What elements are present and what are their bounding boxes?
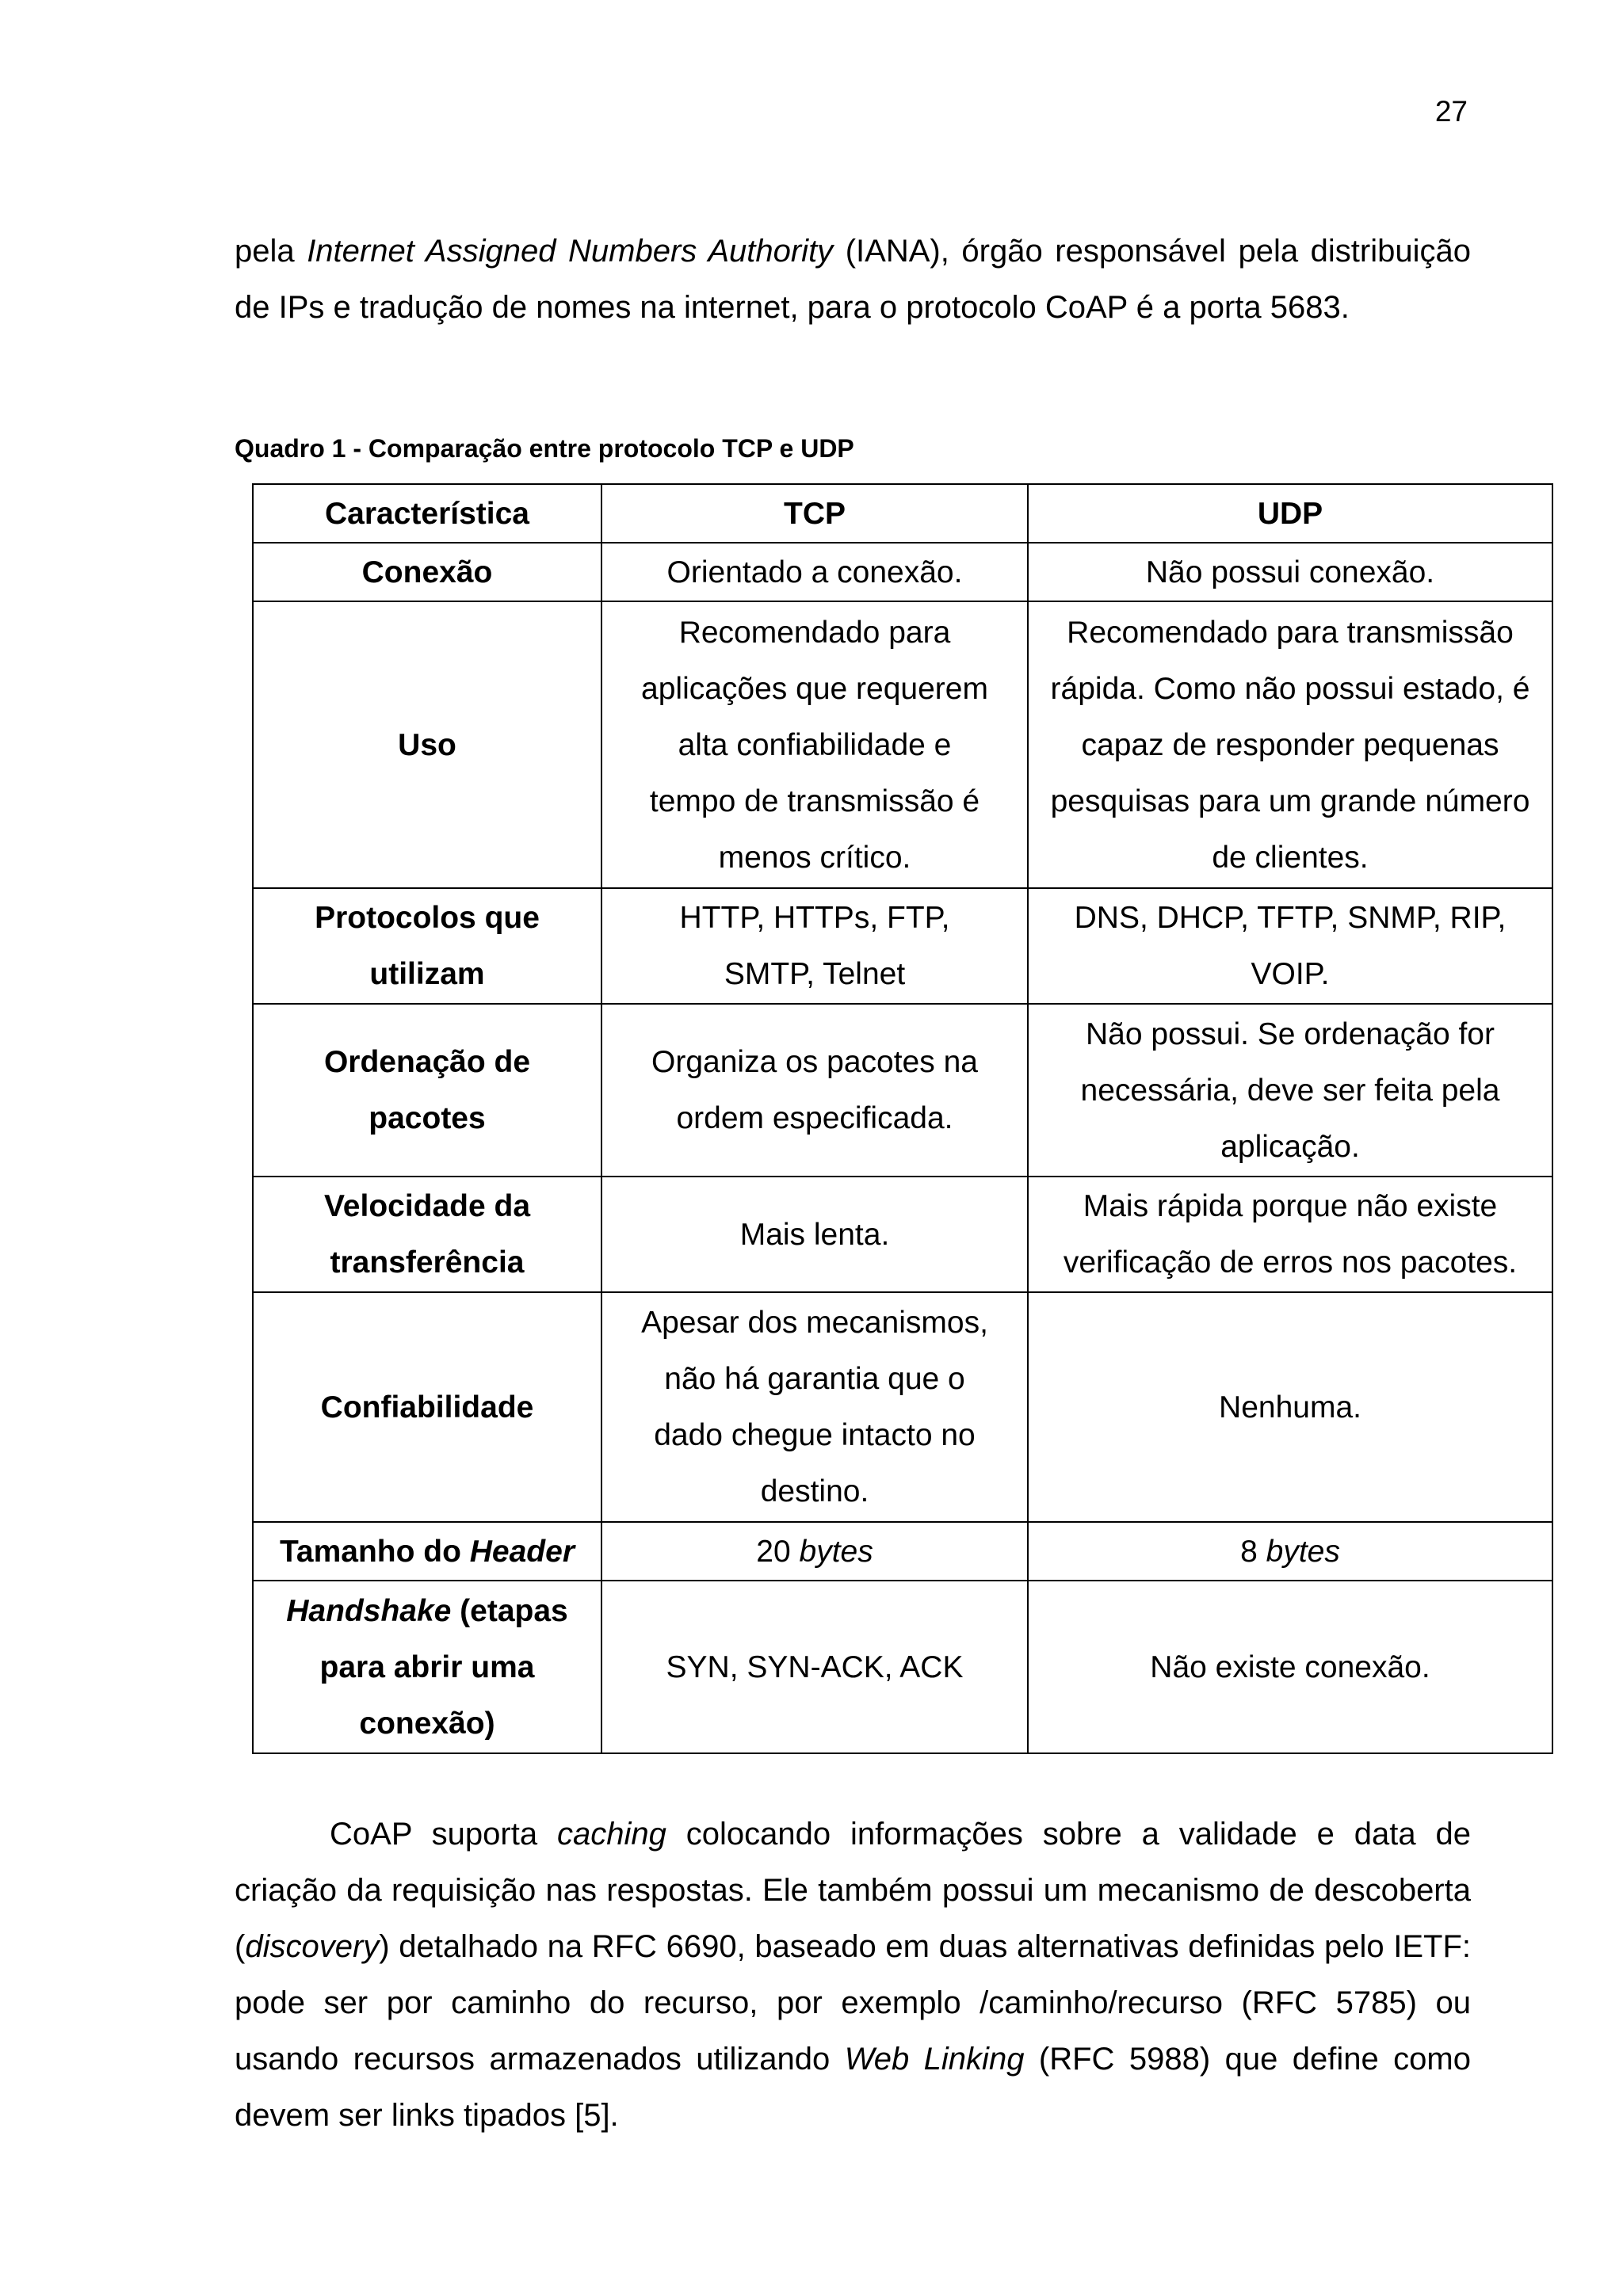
cell-line: transferência: [330, 1245, 525, 1280]
row-label: [253, 1177, 601, 1292]
cell-line: para abrir uma: [319, 1650, 535, 1684]
header-udp: UDP: [1028, 484, 1552, 543]
tcp-cell: Orientado a conexão.: [601, 543, 1028, 601]
table-row-conexao: [253, 543, 1552, 601]
table-row-velocidade: [253, 1177, 1552, 1292]
cell-line: menos crítico.: [718, 840, 911, 875]
italic-text: caching: [556, 1817, 666, 1852]
cell-number: 8: [1240, 1534, 1266, 1569]
udp-cell: Não possui conexão.: [1028, 543, 1552, 601]
cell-line: Mais rápida porque não existe: [1083, 1189, 1498, 1223]
cell-line: não há garantia que o: [664, 1362, 965, 1396]
cell-line: Recomendado para: [678, 615, 951, 650]
page-number: 27: [1434, 95, 1468, 128]
label-italic: Handshake: [286, 1593, 452, 1628]
cell-line: VOIP.: [1251, 957, 1330, 991]
row-label: [253, 1004, 601, 1177]
row-label: [253, 1522, 601, 1581]
cell-line: capaz de responder pequenas: [1081, 727, 1499, 762]
cell-unit: bytes: [1266, 1534, 1340, 1569]
text-span: (RFC 5988) que define como devem ser links tipados [5].: [235, 2042, 1471, 2133]
tcp-cell: [601, 888, 1028, 1004]
cell-line: verificação de erros nos pacotes.: [1063, 1245, 1518, 1280]
table-row-protocolos: [253, 888, 1552, 1004]
udp-cell: Não existe conexão.: [1028, 1581, 1552, 1753]
udp-cell: [1028, 1522, 1552, 1581]
text-span: (IANA), órgão responsável pela distribuição de IPs e tradução de nomes na internet, para o protocolo CoAP é a porta 5683.: [235, 234, 1471, 325]
cell-unit: bytes: [799, 1534, 873, 1569]
table-row-uso: [253, 601, 1552, 888]
table-row-confiabilidade: [253, 1292, 1552, 1522]
header-caracteristica: Característica: [253, 484, 601, 543]
cell-line: aplicações que requerem: [641, 671, 988, 706]
header-tcp: TCP: [601, 484, 1028, 543]
cell-line: [262, 1583, 593, 1639]
cell-line: Organiza os pacotes na: [651, 1045, 978, 1079]
udp-cell: Nenhuma.: [1028, 1292, 1552, 1522]
table-row-ordenacao: [253, 1004, 1552, 1177]
cell-line: alta confiabilidade e: [678, 727, 952, 762]
cell-line: ordem especificada.: [676, 1101, 953, 1135]
cell-line: Apesar dos mecanismos,: [641, 1306, 988, 1340]
text-span: pela: [235, 234, 307, 269]
italic-text: Internet Assigned Numbers Authority: [307, 234, 834, 269]
cell-line: rápida. Como não possui estado, é: [1050, 671, 1530, 706]
cell-line: pacotes: [369, 1101, 486, 1135]
label-italic: Header: [469, 1534, 575, 1569]
tcp-cell: [601, 601, 1028, 888]
text-span: CoAP suporta: [330, 1817, 557, 1852]
tcp-cell: [601, 1292, 1028, 1522]
row-label: Conexão: [253, 543, 601, 601]
comparison-table: [252, 483, 1553, 1754]
cell-line: de clientes.: [1212, 840, 1369, 875]
cell-line: dado chegue intacto no: [654, 1418, 976, 1452]
udp-cell: [1028, 1177, 1552, 1292]
text-span: ) detalhado na RFC 6690, baseado em duas alternativas definidas pelo IETF: pode ser por caminho do recurso, por exemplo /caminho/recurso (RFC 5785) ou usando recursos armazenados utilizando: [235, 1929, 1471, 2077]
cell-line: Recomendado para transmissão: [1067, 615, 1514, 650]
row-label: Uso: [253, 601, 601, 888]
cell-line: Ordenação de: [323, 1045, 531, 1079]
cell-line: pesquisas para um grande número: [1050, 784, 1530, 818]
italic-text: discovery: [245, 1929, 380, 1964]
row-label: [253, 888, 601, 1004]
cell-number: 20: [756, 1534, 800, 1569]
label-text: Tamanho do: [279, 1534, 470, 1569]
cell-line: SMTP, Telnet: [724, 957, 906, 991]
table-row-handshake: [253, 1581, 1552, 1753]
italic-text: Web Linking: [844, 2042, 1025, 2077]
paragraph-iana: [235, 223, 1471, 336]
cell-line: necessária, deve ser feita pela: [1080, 1073, 1500, 1108]
cell-line: Protocolos que: [315, 901, 540, 935]
tcp-cell: [601, 1522, 1028, 1581]
udp-cell: [1028, 888, 1552, 1004]
row-label: Confiabilidade: [253, 1292, 601, 1522]
table-header-row: [253, 484, 1552, 543]
row-label: [253, 1581, 601, 1753]
cell-line: conexão): [359, 1706, 495, 1741]
cell-line: HTTP, HTTPs, FTP,: [679, 901, 950, 935]
text-span: colocando informações sobre a validade e data de criação da requisição nas respostas. Ele também possui um mecanismo de descoberta (: [235, 1817, 1471, 1964]
udp-cell: [1028, 1004, 1552, 1177]
cell-line: Não possui. Se ordenação for: [1086, 1016, 1495, 1051]
table-row-tamanho: [253, 1522, 1552, 1581]
udp-cell: [1028, 601, 1552, 888]
cell-line: aplicação.: [1220, 1129, 1360, 1164]
table-caption: Quadro 1 - Comparação entre protocolo TCP e UDP: [235, 434, 854, 463]
label-text: (etapas: [451, 1593, 568, 1628]
cell-line: DNS, DHCP, TFTP, SNMP, RIP,: [1074, 901, 1507, 935]
cell-line: Velocidade da: [323, 1189, 531, 1223]
cell-line: destino.: [760, 1474, 869, 1508]
cell-line: utilizam: [369, 957, 485, 991]
tcp-cell: SYN, SYN-ACK, ACK: [601, 1581, 1028, 1753]
cell-line: tempo de transmissão é: [649, 784, 980, 818]
tcp-cell: [601, 1004, 1028, 1177]
tcp-cell: Mais lenta.: [601, 1177, 1028, 1292]
paragraph-coap: [235, 1806, 1471, 2144]
